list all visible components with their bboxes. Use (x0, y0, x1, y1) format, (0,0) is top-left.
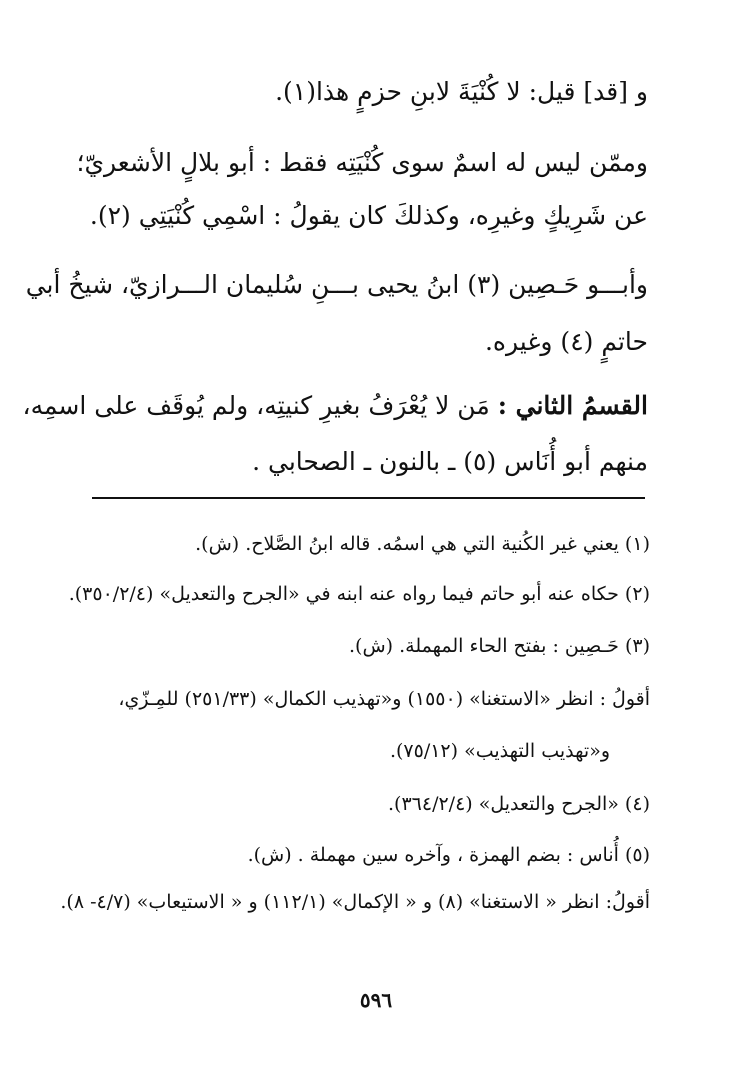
footnote-3-continuation-2: و«تهذيب التهذيب» (٧٥/١٢). (389, 740, 610, 762)
text-line-3: عن شَرِيكٍ وغيرِه، وكذلكَ كان يقولُ : اسْمِي كُنْيَتِي (٢). (89, 201, 648, 230)
text-line-2: وممّن ليس له اسمٌ سوى كُنْيَتِه فقط : أبو بلالٍ الأشعريّ؛ (76, 148, 648, 177)
text-line-7: منهم أبو أُنَاس (٥) ـ بالنون ـ الصحابي . (252, 447, 648, 476)
footnote-divider (92, 497, 645, 499)
footnote-1: (١) يعني غير الكُنية التي هي اسمُه. قاله ابنُ الصَّلاح. (ش). (195, 533, 650, 555)
footnote-2: (٢) حكاه عنه أبو حاتم فيما رواه عنه ابنه في «الجرح والتعديل» (٣٥٠/٢/٤). (68, 583, 650, 605)
footnote-3: (٣) حَـصِين : بفتح الحاء المهملة. (ش). (349, 635, 650, 657)
text-line-4: وأبـــو حَـصِين (٣) ابنُ يحيى بـــنِ سُليمان الـــرازيّ، شيخُ أبي (25, 270, 648, 299)
footnote-5-continuation: أقولُ: انظر « الاستغنا» (٨) و « الإكمال» (١١٢/١) و « الاستيعاب» (٤/٧- ٨). (60, 891, 650, 913)
footnote-3-continuation-1: أقولُ : انظر «الاستغنا» (١٥٥٠) و«تهذيب الكمال» (٢٥١/٣٣) للمِـزّي، (118, 688, 650, 710)
text-line-5: حاتمٍ (٤) وغيره. (484, 327, 648, 356)
text-line-6 (22, 386, 648, 426)
section-heading: القسمُ الثاني : (497, 391, 648, 420)
footnote-5: (٥) أُناس : بضم الهمزة ، وآخره سين مهملة . (ش). (247, 844, 650, 866)
text-line-1: و [قد] قيل: لا كُنْيَةَ لابنِ حزمٍ هذا(١). (275, 77, 648, 106)
section-heading-continuation: مَن لا يُعْرَفُ بغيرِ كنيتِه، ولم يُوقَف على اسمِه، (22, 391, 490, 420)
footnote-4: (٤) «الجرح والتعديل» (٣٦٤/٢/٤). (388, 793, 650, 815)
page-number: ٥٩٦ (359, 988, 393, 1012)
